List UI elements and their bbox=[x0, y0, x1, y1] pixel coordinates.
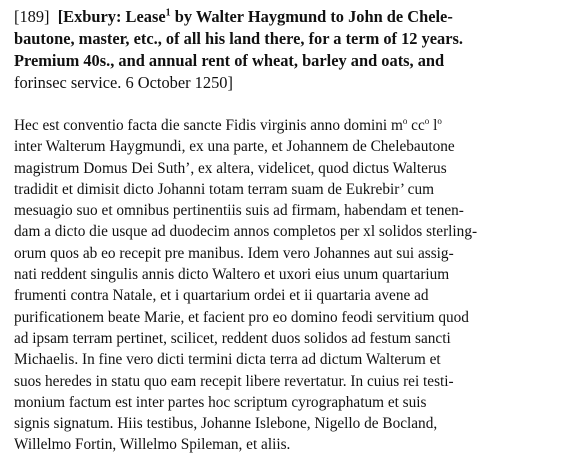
body-line-1-sup-1: o bbox=[402, 115, 408, 126]
body-line: Willelmo Fortin, Willelmo Spileman, et aliis. bbox=[14, 436, 291, 454]
body-line: ad ipsam terram pertinet, scilicet, reddent duos solidos ad festum sancti bbox=[14, 329, 451, 347]
body-line: monium factum est inter partes hoc scriptum cyrographatum et suis bbox=[14, 393, 427, 411]
heading-line-3: Premium 40s., and annual rent of wheat, barley and oats, and bbox=[14, 51, 445, 70]
body-line: orum quos ab eo recepit pre manibus. Idem vero Johannes aut sui assig- bbox=[14, 244, 454, 262]
body-line: suos heredes in statu quo eam recepit libere revertatur. In cuius rei testi- bbox=[14, 372, 454, 390]
heading-line-4: forinsec service. 6 October 1250] bbox=[14, 73, 233, 92]
heading-line-1 bbox=[14, 6, 570, 28]
body-line-1-sup-3: o bbox=[437, 115, 442, 126]
body-line: nati reddent singulis annis dicto Waltero et uxori eius unum quartarium bbox=[14, 266, 450, 284]
document-body bbox=[14, 115, 570, 456]
footnote-marker: 1 bbox=[165, 7, 171, 19]
body-line: frumenti contra Natale, et i quartarium ordei et ii quartaria avene ad bbox=[14, 287, 429, 305]
body-line: inter Walterum Haygmundi, ex una parte, et Johannem de Chelebautone bbox=[14, 138, 455, 156]
body-line-1-sup-2: o bbox=[424, 115, 430, 126]
body-line-1 bbox=[14, 115, 570, 136]
body-line-1-text-b: cc bbox=[407, 117, 425, 134]
body-line: Michaelis. In fine vero dicti termini dicta terra ad dictum Walterum et bbox=[14, 351, 441, 369]
heading-title-part-b: by Walter Haygmund to John de Chele- bbox=[170, 7, 453, 26]
body-line-1-text-c: l bbox=[429, 117, 438, 134]
body-line: mesuagio suo et omnibus pertinentiis suis ad firmam, habendam et tenen- bbox=[14, 202, 464, 220]
body-line: purificationem beate Marie, et facient pro eo domino feodi servitium quod bbox=[14, 308, 469, 326]
body-line: magistrum Domus Dei Suth’, ex altera, videlicet, quod dictus Walterus bbox=[14, 159, 447, 177]
body-line: signis signatum. Hiis testibus, Johanne Islebone, Nigello de Bocland, bbox=[14, 415, 438, 433]
document-heading bbox=[14, 6, 570, 94]
body-line: tradidit et dimisit dicto Johanni totam terram suam de Eukrebir’ cum bbox=[14, 180, 434, 198]
heading-title-part-a: [Exbury: Lease bbox=[57, 7, 166, 26]
heading-line-2: bautone, master, etc., of all his land there, for a term of 12 years. bbox=[14, 29, 464, 48]
body-line: dam a dicto die usque ad duodecim annos completos per xl solidos sterling- bbox=[14, 223, 478, 241]
body-line-1-text-a: Hec est conventio facta die sancte Fidis virginis anno domini m bbox=[14, 117, 403, 134]
document-number: [189] bbox=[14, 7, 50, 26]
